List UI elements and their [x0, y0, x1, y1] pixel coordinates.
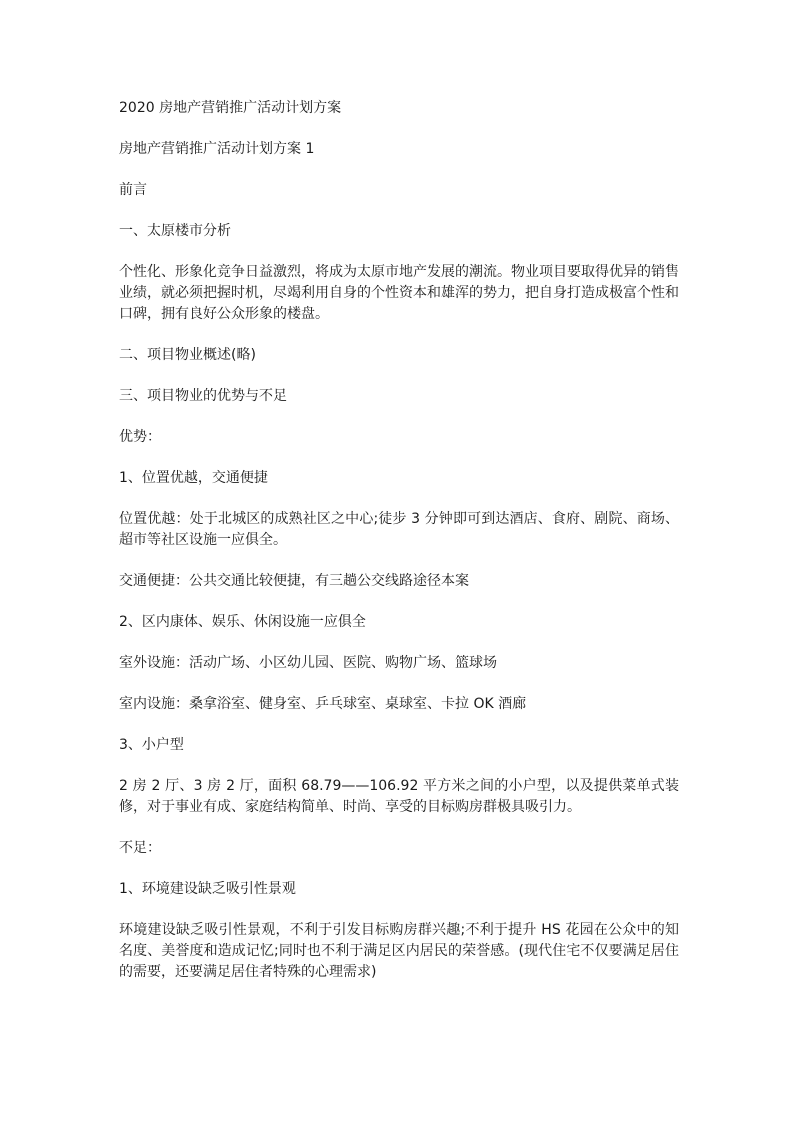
heading-landscape: 1、环境建设缺乏吸引性景观: [119, 881, 296, 897]
paragraph-market-analysis: 个性化、形象化竞争日益激烈，将成为太原市地产发展的潮流。物业项目要取得优异的销售业绩，就必须把握时机，尽竭利用自身的个性资本和雄浑的势力，把自身打造成极富个性和口碑，拥有良好公众形象的楼盘。: [119, 264, 679, 322]
paragraph-transport: 交通便捷：公共交通比较便捷，有三趟公交线路途径本案: [119, 573, 469, 589]
heading-small-units: 3、小户型: [119, 737, 184, 753]
heading-location-transport: 1、位置优越，交通便捷: [119, 470, 268, 486]
paragraph-indoor-facilities: 室内设施：桑拿浴室、健身室、乒乓球室、桌球室、卡拉 OK 酒廊: [119, 696, 527, 712]
paragraph-landscape: 环境建设缺乏吸引性景观，不利于引发目标购房群兴趣;不利于提升 HS 花园在公众中的知名度、美誉度和造成记忆;同时也不利于满足区内居民的荣誉感。(现代住宅不仅要满足居住的需要，还要满足居住者特殊的心理需求): [119, 922, 679, 980]
label-strengths: 优势：: [119, 429, 161, 445]
document-body: [119, 98, 679, 1003]
label-weaknesses: 不足：: [119, 840, 161, 856]
document-subtitle: 房地产营销推广活动计划方案 1: [119, 141, 315, 157]
paragraph-location: 位置优越：处于北城区的成熟社区之中心;徒步 3 分钟即可到达酒店、食府、剧院、商场、超市等社区设施一应俱全。: [119, 511, 679, 548]
heading-market-analysis: 一、太原楼市分析: [119, 223, 231, 239]
paragraph-outdoor-facilities: 室外设施：活动广场、小区幼儿园、医院、购物广场、篮球场: [119, 655, 497, 671]
heading-project-overview: 二、项目物业概述(略): [119, 347, 256, 363]
heading-preface: 前言: [119, 182, 147, 198]
document-title: 2020 房地产营销推广活动计划方案: [119, 100, 342, 116]
paragraph-small-units: 2 房 2 厅、3 房 2 厅，面积 68.79——106.92 平方米之间的小户型，以及提供菜单式装修，对于事业有成、家庭结构简单、时尚、享受的目标购房群极具吸引力。: [119, 778, 679, 815]
heading-facilities: 2、区内康体、娱乐、休闲设施一应俱全: [119, 614, 366, 630]
heading-strengths-weaknesses: 三、项目物业的优势与不足: [119, 388, 287, 404]
